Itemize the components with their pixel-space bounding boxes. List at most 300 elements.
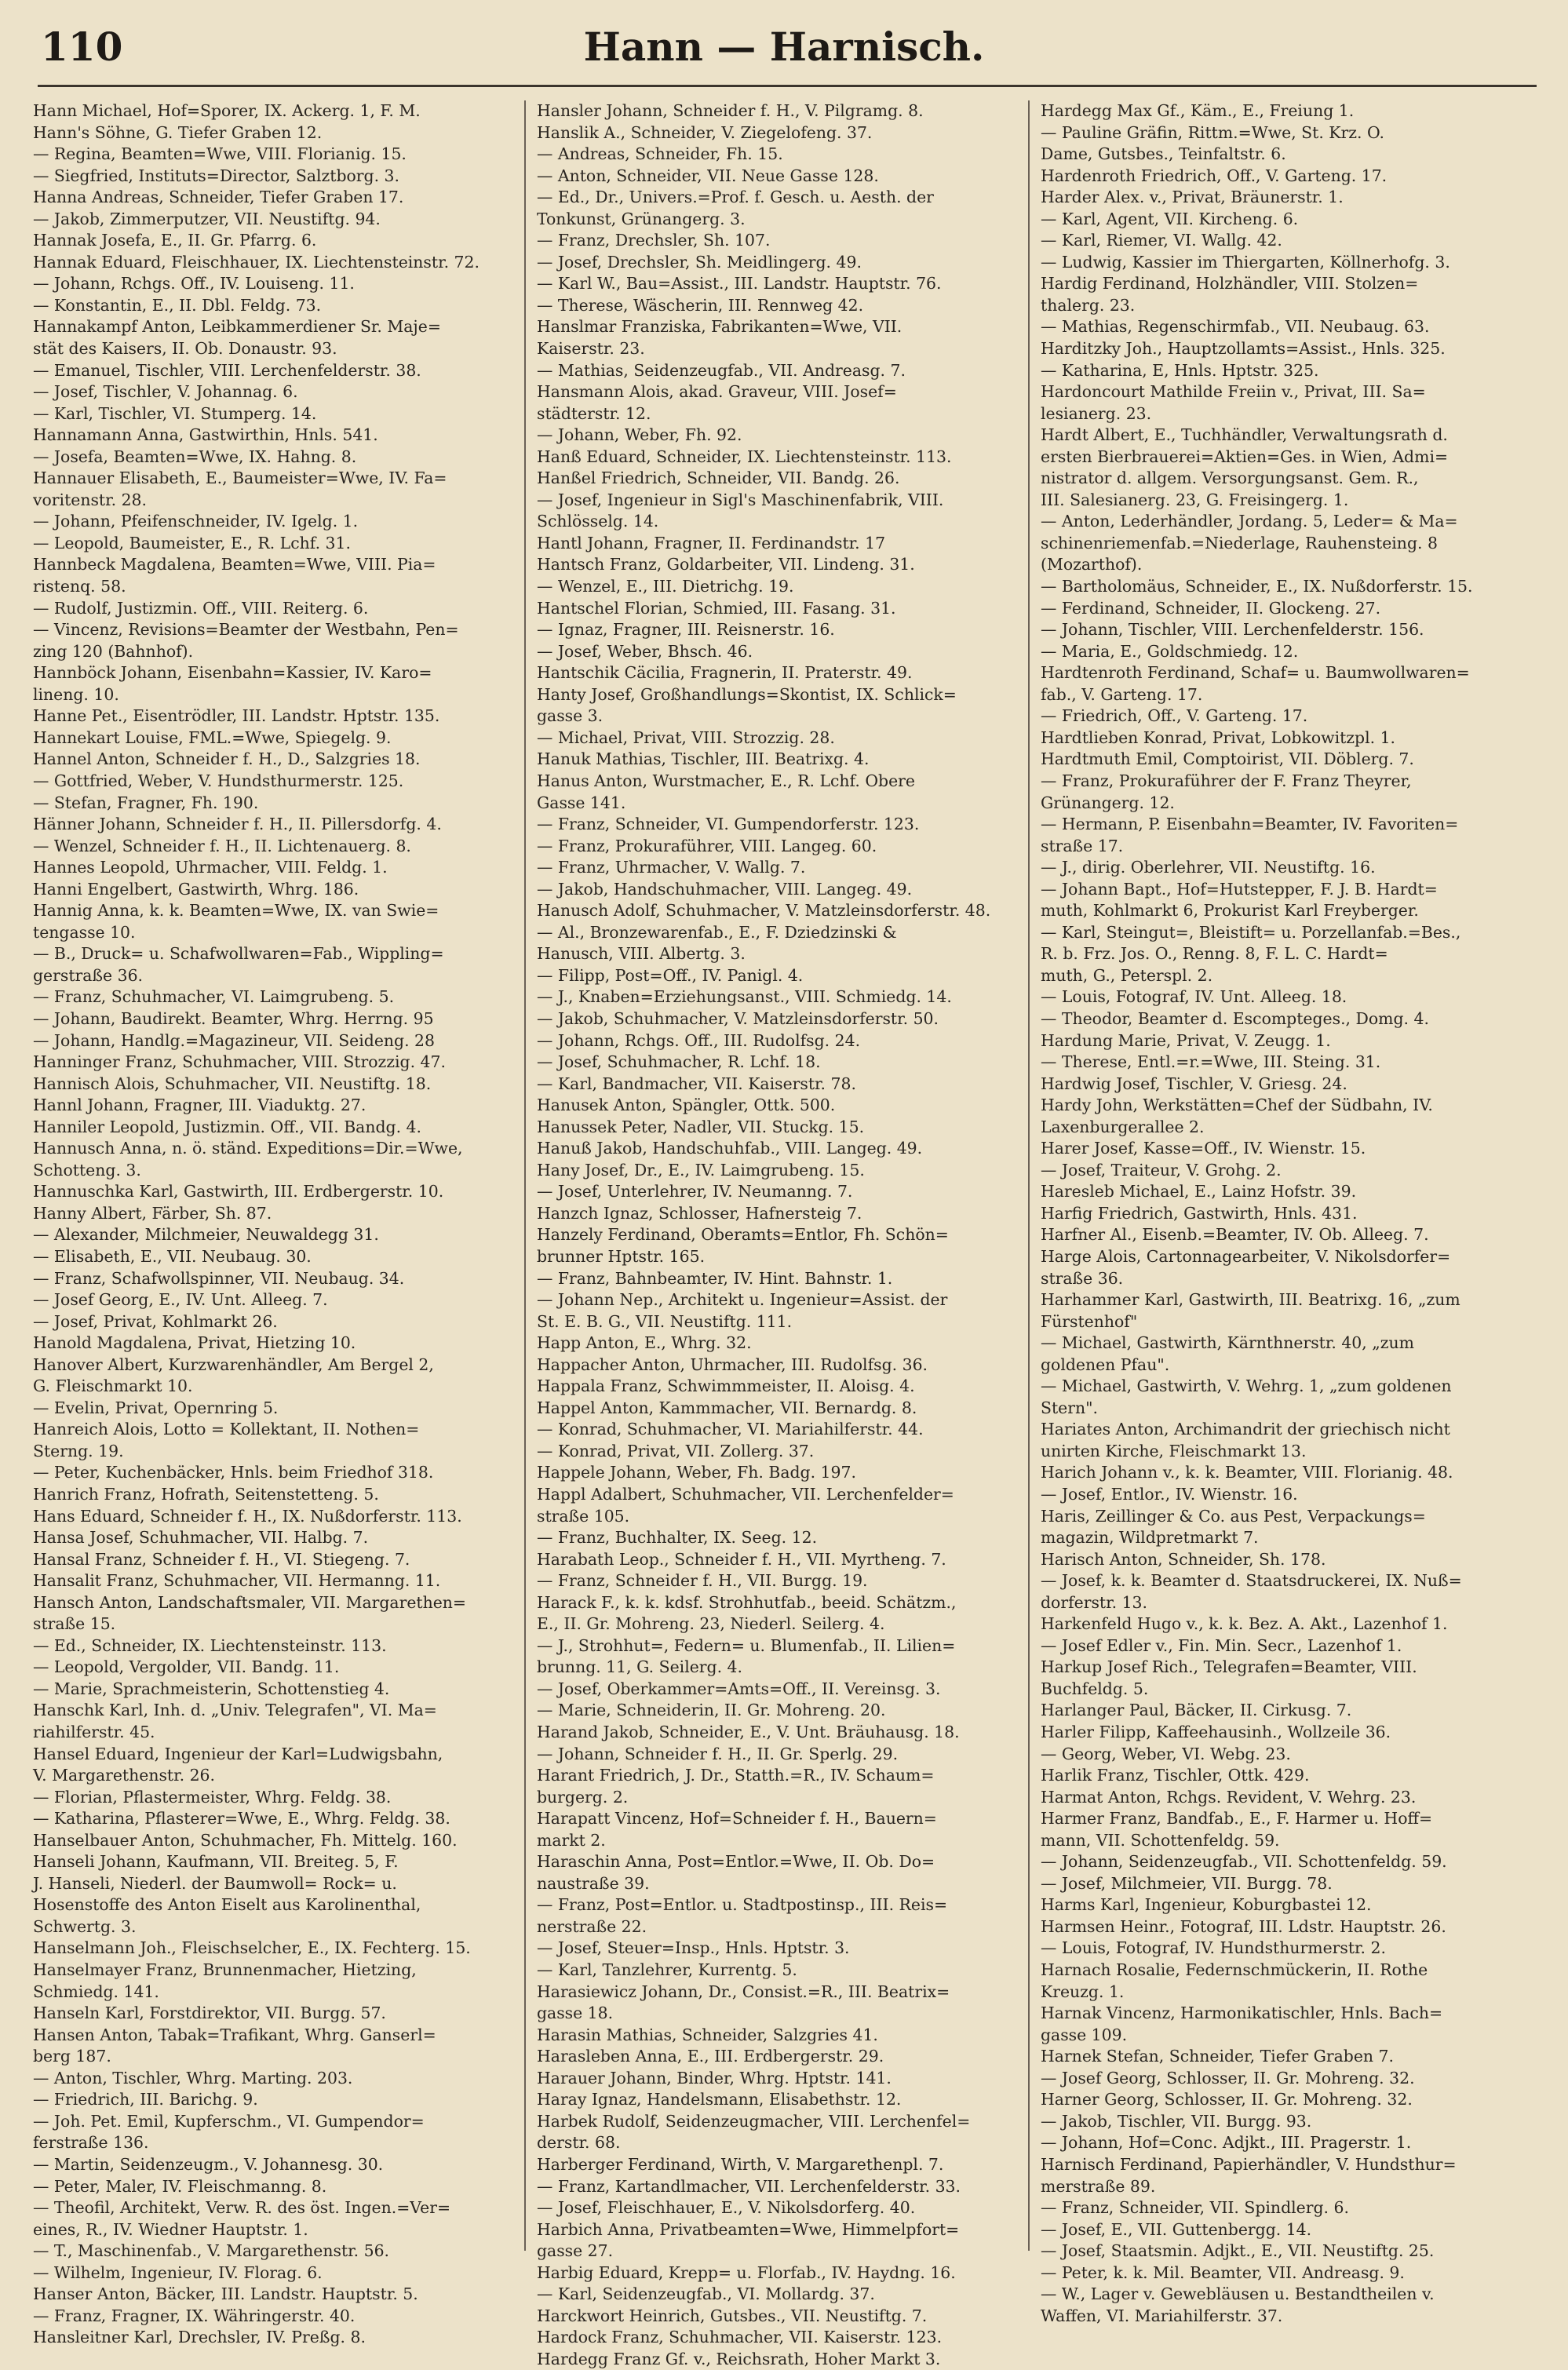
directory-entry-line: Sterng. 19.	[33, 1441, 124, 1460]
directory-entry-line: thalerg. 23.	[1041, 295, 1136, 315]
directory-entry-line: — Franz, Schafwollspinner, VII. Neubaug. 34.	[33, 1268, 405, 1288]
column-separator	[524, 100, 526, 2251]
directory-entry-line: — Ed., Dr., Univers.=Prof. f. Gesch. u. Aesth. der	[537, 188, 934, 207]
directory-entry-line: Harand Jakob, Schneider, E., V. Unt. Bräuhausg. 18.	[537, 1723, 960, 1742]
directory-entry-line: naustraße 39.	[537, 1873, 650, 1893]
directory-entry-line: Hannbeck Magdalena, Beamten=Wwe, VIII. Pia=	[33, 555, 436, 574]
directory-entry-line: Harmer Franz, Bandfab., E., F. Harmer u. Hoff=	[1041, 1809, 1433, 1829]
directory-entry-line: Hannamann Anna, Gastwirthin, Hnls. 541.	[33, 425, 378, 445]
directory-entry-line: ersten Bierbrauerei=Aktien=Ges. in Wien, Admi=	[1041, 447, 1449, 466]
directory-entry-line: R. b. Frz. Jos. O., Renng. 8, F. L. C. Hardt=	[1041, 944, 1388, 964]
header-rule	[38, 85, 1537, 87]
directory-entry-line: — J., Knaben=Erziehungsanst., VIII. Schmiedg. 14.	[537, 987, 952, 1007]
directory-entry-line: Laxenburgerallee 2.	[1041, 1117, 1205, 1136]
directory-entry-line: Hardoncourt Mathilde Freiin v., Privat, III. Sa=	[1041, 382, 1426, 402]
directory-entry-line: Harler Filipp, Kaffeehausinh., Wollzeile 36.	[1041, 1723, 1391, 1742]
directory-entry-line: — Johann, Handlg.=Magazineur, VII. Seideng. 28	[33, 1030, 435, 1050]
directory-entry-line: — Therese, Entl.=r.=Wwe, III. Steing. 31.	[1041, 1052, 1381, 1072]
directory-entry-line: Hanser Anton, Bäcker, III. Landstr. Hauptstr. 5.	[33, 2284, 418, 2304]
directory-entry-line: riahilferstr. 45.	[33, 1723, 155, 1742]
directory-entry-line: Hardock Franz, Schuhmacher, VII. Kaiserstr. 123.	[537, 2328, 943, 2347]
directory-entry-line: — Rudolf, Justizmin. Off., VIII. Reiterg. 6.	[33, 598, 369, 618]
directory-entry-line: St. E. B. G., VII. Neustiftg. 111.	[537, 1311, 793, 1331]
directory-entry-line: — Johann, Baudirekt. Beamter, Whrg. Herrng. 95	[33, 1008, 434, 1028]
directory-entry-line: Hantschik Cäcilia, Fragnerin, II. Praterstr. 49.	[537, 663, 913, 683]
directory-entry-line: straße 36.	[1041, 1268, 1124, 1288]
directory-entry-line: Hantl Johann, Fragner, II. Ferdinandstr. 17	[537, 533, 886, 552]
directory-entry-line: muth, G., Peterspl. 2.	[1041, 965, 1213, 985]
directory-entry-line: — Karl, Tanzlehrer, Kurrentg. 5.	[537, 1960, 797, 1980]
directory-entry-line: Harmsen Heinr., Fotograf, III. Ldstr. Hauptstr. 26.	[1041, 1916, 1446, 1936]
directory-entry-line: — Andreas, Schneider, Fh. 15.	[537, 144, 783, 164]
directory-entry-line: Kreuzg. 1.	[1041, 1982, 1125, 2001]
directory-entry-line: — Johann, Rchgs. Off., III. Rudolfsg. 24.	[537, 1030, 861, 1050]
directory-entry-line: Buchfeldg. 5.	[1041, 1679, 1149, 1698]
directory-entry-line: — Johann, Tischler, VIII. Lerchenfelderstr. 156.	[1041, 620, 1424, 640]
directory-entry-line: — Bartholomäus, Schneider, E., IX. Nußdorferstr. 15.	[1041, 577, 1473, 596]
directory-entry-line: Haris, Zeillinger & Co. aus Pest, Verpackungs=	[1041, 1506, 1426, 1526]
directory-entry-line: Hanninger Franz, Schuhmacher, VIII. Strozzig. 47.	[33, 1052, 446, 1072]
directory-entry-line: — Josef, Privat, Kohlmarkt 26.	[33, 1311, 278, 1331]
directory-entry-line: Hanslmar Franziska, Fabrikanten=Wwe, VII.	[537, 317, 903, 337]
directory-entry-line: Harder Alex. v., Privat, Bräunerstr. 1.	[1041, 188, 1344, 207]
directory-entry-line: Hann's Söhne, G. Tiefer Graben 12.	[33, 122, 323, 142]
directory-entry-line: Hansleitner Karl, Drechsler, IV. Preßg. 8.	[33, 2328, 366, 2347]
directory-entry-line: Harfig Friedrich, Gastwirth, Hnls. 431.	[1041, 1203, 1358, 1223]
directory-entry-line: Hantschel Florian, Schmied, III. Fasang. 31.	[537, 598, 896, 618]
directory-entry-line: Hanzely Ferdinand, Oberamts=Entlor, Fh. Schön=	[537, 1225, 949, 1245]
directory-entry-line: — Michael, Privat, VIII. Strozzig. 28.	[537, 727, 835, 747]
directory-entry-line: Hansch Anton, Landschaftsmaler, VII. Margarethen=	[33, 1592, 467, 1612]
directory-entry-line: Harner Georg, Schlosser, II. Gr. Mohreng. 32.	[1041, 2090, 1413, 2109]
directory-entry-line: — J., Strohhut=, Federn= u. Blumenfab., II. Lilien=	[537, 1635, 956, 1655]
directory-entry-line: — Konrad, Schuhmacher, VI. Mariahilferstr. 44.	[537, 1420, 924, 1439]
directory-entry-line: — Johann, Weber, Fh. 92.	[537, 425, 742, 445]
directory-entry-line: — Josef, Ingenieur in Sigl's Maschinenfabrik, VIII.	[537, 490, 944, 509]
directory-entry-line: straße 17.	[1041, 836, 1124, 855]
directory-entry-line: — Karl, Riemer, VI. Wallg. 42.	[1041, 231, 1282, 250]
directory-entry-line: — Emanuel, Tischler, VIII. Lerchenfelderstr. 38.	[33, 360, 421, 380]
directory-entry-line: III. Salesianerg. 23, G. Freisingerg. 1.	[1041, 490, 1349, 509]
directory-entry-line: burgerg. 2.	[537, 1787, 629, 1807]
directory-entry-line: Harapatt Vincenz, Hof=Schneider f. H., Bauern=	[537, 1809, 937, 1829]
directory-entry-line: Hardegg Franz Gf. v., Reichsrath, Hoher Markt 3.	[537, 2349, 941, 2368]
directory-entry-line: — Josef, Unterlehrer, IV. Neumanng. 7.	[537, 1182, 853, 1201]
directory-entry-line: Harlik Franz, Tischler, Ottk. 429.	[1041, 1766, 1310, 1785]
directory-entry-line: — Marie, Schneiderin, II. Gr. Mohreng. 20.	[537, 1701, 886, 1720]
directory-entry-line: — Johann, Pfeifenschneider, IV. Igelg. 1.	[33, 512, 359, 531]
directory-entry-line: — Franz, Schneider, VI. Gumpendorferstr. 123.	[537, 815, 920, 834]
directory-entry-line: Hannak Eduard, Fleischhauer, IX. Liechtensteinstr. 72.	[33, 252, 480, 272]
directory-entry-line: tengasse 10.	[33, 922, 136, 942]
directory-entry-line: Harckwort Heinrich, Gutsbes., VII. Neustiftg. 7.	[537, 2306, 928, 2325]
directory-entry-line: — Franz, Prokuraführer der F. Franz Theyrer,	[1041, 771, 1412, 790]
directory-entry-line: Harditzky Joh., Hauptzollamts=Assist., Hnls. 325.	[1041, 339, 1446, 359]
directory-entry-line: — Georg, Weber, VI. Webg. 23.	[1041, 1744, 1291, 1763]
directory-entry-line: — Karl W., Bau=Assist., III. Landstr. Hauptstr. 76.	[537, 274, 942, 294]
directory-entry-line: Harnak Vincenz, Harmonikatischler, Hnls. Bach=	[1041, 2004, 1443, 2023]
directory-entry-line: — Josef Georg, Schlosser, II. Gr. Mohreng. 32.	[1041, 2068, 1415, 2087]
directory-entry-line: — Josef, Weber, Bhsch. 46.	[537, 641, 753, 661]
directory-entry-line: Hanold Magdalena, Privat, Hietzing 10.	[33, 1333, 356, 1353]
directory-entry-line: gasse 18.	[537, 2004, 614, 2023]
directory-entry-line: Harisch Anton, Schneider, Sh. 178.	[1041, 1549, 1326, 1569]
entry-column-1	[33, 100, 513, 2347]
directory-entry-line: — Regina, Beamten=Wwe, VIII. Florianig. 15.	[33, 144, 407, 164]
directory-entry-line: gasse 3.	[537, 706, 603, 726]
directory-entry-line: Harbich Anna, Privatbeamten=Wwe, Himmelpfort=	[537, 2219, 960, 2239]
directory-entry-line: Hanßel Friedrich, Schneider, VII. Bandg. 26.	[537, 469, 900, 488]
directory-entry-line: Grünangerg. 12.	[1041, 793, 1175, 812]
directory-entry-line: — Josef, Fleischhauer, E., V. Nikolsdorferg. 40.	[537, 2198, 916, 2218]
directory-entry-line: — Franz, Post=Entlor. u. Stadtpostinsp., III. Reis=	[537, 1895, 948, 1915]
directory-entry-line: Hänner Johann, Schneider f. H., II. Pillersdorfg. 4.	[33, 815, 442, 834]
directory-entry-line: — Wilhelm, Ingenieur, IV. Florag. 6.	[33, 2262, 323, 2282]
directory-entry-line: Harmat Anton, Rchgs. Revident, V. Wehrg. 23.	[1041, 1787, 1417, 1807]
directory-entry-line: — Alexander, Milchmeier, Neuwaldegg 31.	[33, 1225, 379, 1245]
directory-entry-line: — Wenzel, E., III. Dietrichg. 19.	[537, 577, 794, 596]
directory-entry-line: — Josef, Staatsmin. Adjkt., E., VII. Neustiftg. 25.	[1041, 2241, 1435, 2261]
directory-entry-line: ristenq. 58.	[33, 577, 126, 596]
directory-entry-line: Harms Karl, Ingenieur, Koburgbastei 12.	[1041, 1895, 1372, 1915]
directory-entry-line: Harasleben Anna, E., III. Erdbergerstr. 29.	[537, 2047, 884, 2066]
directory-entry-line: Hannisch Alois, Schuhmacher, VII. Neustiftg. 18.	[33, 1074, 432, 1093]
directory-entry-line: Happel Anton, Kammmacher, VII. Bernardg. 8.	[537, 1398, 917, 1417]
directory-entry-line: — Johann, Hof=Conc. Adjkt., III. Pragerstr. 1.	[1041, 2133, 1412, 2153]
directory-entry-line: Harauer Johann, Binder, Whrg. Hptstr. 141.	[537, 2068, 892, 2087]
directory-entry-line: Harge Alois, Cartonnagearbeiter, V. Nikolsdorfer=	[1041, 1246, 1451, 1266]
directory-entry-line: Hannböck Johann, Eisenbahn=Kassier, IV. Karo=	[33, 663, 432, 683]
directory-entry-line: Schwertg. 3.	[33, 1916, 137, 1936]
directory-entry-line: (Mozarthof).	[1041, 555, 1143, 574]
directory-entry-line: — Konstantin, E., II. Dbl. Feldg. 73.	[33, 295, 322, 315]
directory-entry-line: — Karl, Agent, VII. Kircheng. 6.	[1041, 209, 1299, 228]
directory-entry-line: — Stefan, Fragner, Fh. 190.	[33, 793, 259, 812]
directory-entry-line: voritenstr. 28.	[33, 490, 148, 509]
directory-entry-line: fab., V. Garteng. 17.	[1041, 684, 1203, 704]
directory-entry-line: Harabath Leop., Schneider f. H., VII. Myrtheng. 7.	[537, 1549, 946, 1569]
directory-entry-line: städterstr. 12.	[537, 403, 651, 423]
directory-entry-line: — J., dirig. Oberlehrer, VII. Neustiftg. 16.	[1041, 858, 1376, 877]
directory-entry-line: stät des Kaisers, II. Ob. Donaustr. 93.	[33, 339, 337, 359]
directory-entry-line: Haresleb Michael, E., Lainz Hofstr. 39.	[1041, 1182, 1357, 1201]
directory-entry-line: Hanselmayer Franz, Brunnenmacher, Hietzing,	[33, 1960, 417, 1980]
directory-entry-line: G. Fleischmarkt 10.	[33, 1376, 193, 1396]
directory-entry-line: Hardt Albert, E., Tuchhändler, Verwaltungsrath d.	[1041, 425, 1448, 445]
directory-entry-line: Happl Adalbert, Schuhmacher, VII. Lerchenfelder=	[537, 1485, 954, 1504]
directory-entry-line: nistrator d. allgem. Versorgungsanst. Gem. R.,	[1041, 469, 1419, 488]
directory-entry-line: Waffen, VI. Mariahilferstr. 37.	[1041, 2306, 1283, 2325]
directory-entry-line: — Josef, Schuhmacher, R. Lchf. 18.	[537, 1052, 821, 1072]
directory-entry-line: Hanny Albert, Färber, Sh. 87.	[33, 1203, 272, 1223]
entry-column-3	[1041, 100, 1537, 2325]
directory-entry-line: — Josef Georg, E., IV. Unt. Alleeg. 7.	[33, 1290, 328, 1310]
directory-entry-line: dorferstr. 13.	[1041, 1592, 1147, 1612]
directory-entry-line: — Martin, Seidenzeugm., V. Johannesg. 30.	[33, 2154, 384, 2174]
directory-entry-line: — Theofil, Architekt, Verw. R. des öst. Ingen.=Ver=	[33, 2198, 451, 2218]
directory-entry-line: — Ludwig, Kassier im Thiergarten, Köllnerhofg. 3.	[1041, 252, 1450, 272]
directory-entry-line: gasse 109.	[1041, 2025, 1128, 2044]
directory-entry-line: — Franz, Schneider f. H., VII. Burgg. 19.	[537, 1571, 868, 1591]
directory-entry-line: — Marie, Sprachmeisterin, Schottenstieg 4.	[33, 1679, 390, 1698]
directory-entry-line: Harer Josef, Kasse=Off., IV. Wienstr. 15.	[1041, 1139, 1366, 1158]
directory-entry-line: Harberger Ferdinand, Wirth, V. Margarethenpl. 7.	[537, 2154, 944, 2174]
directory-entry-line: Hanuk Mathias, Tischler, III. Beatrixg. 4.	[537, 749, 870, 769]
directory-entry-line: Hansen Anton, Tabak=Trafikant, Whrg. Ganserl=	[33, 2025, 436, 2044]
directory-entry-line: — Leopold, Vergolder, VII. Bandg. 11.	[33, 1657, 340, 1677]
directory-entry-line: — Josef, E., VII. Guttenbergg. 14.	[1041, 2219, 1312, 2239]
directory-entry-line: — Al., Bronzewarenfab., E., F. Dziedzinski &	[537, 922, 897, 942]
directory-entry-line: Hanusch, VIII. Albertg. 3.	[537, 944, 746, 964]
running-title: Hann — Harnisch.	[583, 24, 985, 70]
page-header	[0, 0, 1568, 90]
directory-entry-line: Hanslik A., Schneider, V. Ziegelofeng. 37.	[537, 122, 873, 142]
directory-entry-line: Hanrich Franz, Hofrath, Seitenstetteng. 5.	[33, 1485, 379, 1504]
directory-entry-line: Hans Eduard, Schneider f. H., IX. Nußdorferstr. 113.	[33, 1506, 462, 1526]
directory-entry-line: markt 2.	[537, 1830, 606, 1850]
directory-entry-line: — Franz, Bahnbeamter, IV. Hint. Bahnstr. 1.	[537, 1268, 893, 1288]
directory-entry-line: Hosenstoffe des Anton Eiselt aus Karolinenthal,	[33, 1895, 421, 1915]
directory-entry-line: Happacher Anton, Uhrmacher, III. Rudolfsg. 36.	[537, 1355, 928, 1374]
directory-entry-line: Hanselbauer Anton, Schuhmacher, Fh. Mittelg. 160.	[33, 1830, 458, 1850]
directory-entry-line: Dame, Gutsbes., Teinfaltstr. 6.	[1041, 144, 1286, 164]
directory-entry-line: gasse 27.	[537, 2241, 614, 2261]
directory-entry-line: J. Hanseli, Niederl. der Baumwoll= Rock= u.	[33, 1873, 397, 1893]
directory-entry-line: — Jakob, Tischler, VII. Burgg. 93.	[1041, 2111, 1312, 2131]
directory-entry-line: Hannel Anton, Schneider f. H., D., Salzgries 18.	[33, 749, 421, 769]
directory-entry-line: Hansel Eduard, Ingenieur der Karl=Ludwigsbahn,	[33, 1744, 443, 1763]
directory-entry-line: Hanselmann Joh., Fleischselcher, E., IX. Fechterg. 15.	[33, 1938, 471, 1958]
directory-entry-line: Hardenroth Friedrich, Off., V. Garteng. 17.	[1041, 166, 1387, 185]
directory-entry-line: — Josef, Steuer=Insp., Hnls. Hptstr. 3.	[537, 1938, 850, 1958]
directory-entry-line: Hanty Josef, Großhandlungs=Skontist, IX. Schlick=	[537, 684, 957, 704]
page-number: 110	[41, 24, 123, 70]
directory-entry-line: V. Margarethenstr. 26.	[33, 1766, 216, 1785]
directory-entry-line: Hantsch Franz, Goldarbeiter, VII. Lindeng. 31.	[537, 555, 915, 574]
directory-entry-line: Hannl Johann, Fragner, III. Viaduktg. 27.	[33, 1096, 366, 1115]
directory-entry-line: — Josef, Traiteur, V. Grohg. 2.	[1041, 1160, 1282, 1180]
directory-entry-line: — Louis, Fotograf, IV. Unt. Alleeg. 18.	[1041, 987, 1347, 1007]
directory-entry-line: Hansal Franz, Schneider f. H., VI. Stiegeng. 7.	[33, 1549, 410, 1569]
directory-entry-line: — Peter, Kuchenbäcker, Hnls. beim Friedhof 318.	[33, 1463, 434, 1482]
directory-entry-line: Harich Johann v., k. k. Beamter, VIII. Florianig. 48.	[1041, 1463, 1453, 1482]
directory-entry-line: — Leopold, Baumeister, E., R. Lchf. 31.	[33, 533, 351, 552]
directory-entry-line: Harant Friedrich, J. Dr., Statth.=R., IV. Schaum=	[537, 1766, 935, 1785]
directory-entry-line: Happele Johann, Weber, Fh. Badg. 197.	[537, 1463, 856, 1482]
directory-entry-line: — Josef, Entlor., IV. Wienstr. 16.	[1041, 1485, 1298, 1504]
directory-entry-line: Harnek Stefan, Schneider, Tiefer Graben 7.	[1041, 2047, 1394, 2066]
directory-entry-line: — Franz, Fragner, IX. Währingerstr. 40.	[33, 2306, 356, 2325]
directory-entry-line: — Karl, Steingut=, Bleistift= u. Porzellanfab.=Bes.,	[1041, 922, 1461, 942]
directory-entry-line: — Karl, Bandmacher, VII. Kaiserstr. 78.	[537, 1074, 856, 1093]
directory-entry-line: — Ignaz, Fragner, III. Reisnerstr. 16.	[537, 620, 835, 640]
directory-entry-line: — T., Maschinenfab., V. Margarethenstr. 56.	[33, 2241, 390, 2261]
directory-entry-line: — Jakob, Zimmerputzer, VII. Neustiftg. 94.	[33, 209, 381, 228]
directory-entry-line: — Josef, Milchmeier, VII. Burgg. 78.	[1041, 1873, 1333, 1893]
directory-entry-line: — Evelin, Privat, Opernring 5.	[33, 1398, 279, 1417]
directory-entry-line: — Johann, Rchgs. Off., IV. Louiseng. 11.	[33, 274, 355, 294]
directory-entry-line: — Johann Nep., Architekt u. Ingenieur=Assist. der	[537, 1290, 948, 1310]
directory-entry-line: — Franz, Prokuraführer, VIII. Langeg. 60.	[537, 836, 877, 855]
directory-entry-line: Hardtlieben Konrad, Privat, Lobkowitzpl. 1.	[1041, 727, 1396, 747]
directory-entry-line: lineng. 10.	[33, 684, 119, 704]
directory-entry-line: — Jakob, Schuhmacher, V. Matzleinsdorferstr. 50.	[537, 1008, 939, 1028]
directory-entry-line: — Joh. Pet. Emil, Kupferschm., VI. Gumpendor=	[33, 2111, 425, 2131]
directory-entry-line: — Wenzel, Schneider f. H., II. Lichtenauerg. 8.	[33, 836, 411, 855]
directory-entry-line: — B., Druck= u. Schafwollwaren=Fab., Wippling=	[33, 944, 444, 964]
directory-entry-line: Harkup Josef Rich., Telegrafen=Beamter, VIII.	[1041, 1657, 1417, 1677]
directory-entry-line: Gasse 141.	[537, 793, 626, 812]
directory-entry-line: Hansmann Alois, akad. Graveur, VIII. Josef=	[537, 382, 897, 402]
directory-entry-line: nerstraße 22.	[537, 1916, 647, 1936]
directory-entry-line: — Maria, E., Goldschmiedg. 12.	[1041, 641, 1299, 661]
directory-entry-line: — Josefa, Beamten=Wwe, IX. Hahng. 8.	[33, 447, 357, 466]
directory-entry-line: — Pauline Gräfin, Rittm.=Wwe, St. Krz. O.	[1041, 122, 1384, 142]
directory-entry-line: — W., Lager v. Gewebläusen u. Bestandtheilen v.	[1041, 2284, 1435, 2304]
directory-entry-line: — Ferdinand, Schneider, II. Glockeng. 27.	[1041, 598, 1381, 618]
directory-entry-line: Stern".	[1041, 1398, 1098, 1417]
directory-entry-line: brunner Hptstr. 165.	[537, 1246, 706, 1266]
directory-entry-line: — Johann, Seidenzeugfab., VII. Schottenfeldg. 59.	[1041, 1852, 1447, 1872]
directory-entry-line: Hardwig Josef, Tischler, V. Griesg. 24.	[1041, 1074, 1347, 1093]
directory-entry-line: Kaiserstr. 23.	[537, 339, 645, 359]
directory-entry-line: Hanuß Jakob, Handschuhfab., VIII. Langeg. 49.	[537, 1139, 923, 1158]
directory-entry-line: — Elisabeth, E., VII. Neubaug. 30.	[33, 1246, 312, 1266]
directory-entry-line: Hanover Albert, Kurzwarenhändler, Am Bergel 2,	[33, 1355, 434, 1374]
directory-entry-line: — Friedrich, III. Barichg. 9.	[33, 2090, 258, 2109]
directory-entry-line: — Ed., Schneider, IX. Liechtensteinstr. 113.	[33, 1635, 387, 1655]
directory-entry-line: — Mathias, Regenschirmfab., VII. Neubaug. 63.	[1041, 317, 1430, 337]
directory-entry-line: Hanniler Leopold, Justizmin. Off., VII. Bandg. 4.	[33, 1117, 421, 1136]
directory-entry-line: — Franz, Schuhmacher, VI. Laimgrubeng. 5.	[33, 987, 395, 1007]
directory-entry-line: — Siegfried, Instituts=Director, Salztborg. 3.	[33, 166, 399, 185]
directory-entry-line: derstr. 68.	[537, 2133, 621, 2153]
directory-entry-line: — Mathias, Seidenzeugfab., VII. Andreasg. 7.	[537, 360, 906, 380]
directory-entry-line: — Florian, Pflastermeister, Whrg. Feldg. 38.	[33, 1787, 392, 1807]
directory-entry-line: — Katharina, Pflasterer=Wwe, E., Whrg. Feldg. 38.	[33, 1809, 450, 1829]
directory-entry-line: — Michael, Gastwirth, V. Wehrg. 1, „zum goldenen	[1041, 1376, 1452, 1396]
directory-entry-line: — Theodor, Beamter d. Escompteges., Domg. 4.	[1041, 1008, 1429, 1028]
directory-entry-line: Hardtenroth Ferdinand, Schaf= u. Baumwollwaren=	[1041, 663, 1470, 683]
directory-entry-line: — Franz, Schneider, VII. Spindlerg. 6.	[1041, 2198, 1349, 2218]
directory-entry-line: Harasiewicz Johann, Dr., Consist.=R., III. Beatrix=	[537, 1982, 950, 2001]
directory-entry-line: Harbig Eduard, Krepp= u. Florfab., IV. Haydng. 16.	[537, 2262, 956, 2282]
directory-entry-line: Hansler Johann, Schneider f. H., V. Pilgramg. 8.	[537, 101, 924, 120]
directory-entry-line: straße 105.	[537, 1506, 630, 1526]
directory-entry-line: magazin, Wildpretmarkt 7.	[1041, 1528, 1259, 1548]
directory-entry-line: mann, VII. Schottenfeldg. 59.	[1041, 1830, 1280, 1850]
directory-entry-line: lesianerg. 23.	[1041, 403, 1152, 423]
directory-entry-line: Hanseli Johann, Kaufmann, VII. Breiteg. 5, F.	[33, 1852, 399, 1872]
directory-entry-line: — Anton, Tischler, Whrg. Marting. 203.	[33, 2068, 353, 2087]
directory-entry-line: — Franz, Drechsler, Sh. 107.	[537, 231, 771, 250]
directory-entry-line: Hansa Josef, Schuhmacher, VII. Halbg. 7.	[33, 1528, 369, 1548]
directory-entry-line: — Friedrich, Off., V. Garteng. 17.	[1041, 706, 1308, 726]
directory-entry-line: Schmiedg. 141.	[33, 1982, 159, 2001]
directory-entry-line: Tonkunst, Grünangerg. 3.	[537, 209, 746, 228]
directory-entry-line: brunng. 11, G. Seilerg. 4.	[537, 1657, 743, 1677]
directory-entry-line: Hannuschka Karl, Gastwirth, III. Erdbergerstr. 10.	[33, 1182, 444, 1201]
directory-entry-line: — Jakob, Handschuhmacher, VIII. Langeg. 49.	[537, 879, 913, 899]
directory-entry-line: zing 120 (Bahnhof).	[33, 641, 194, 661]
directory-entry-line: Haraschin Anna, Post=Entlor.=Wwe, II. Ob. Do=	[537, 1852, 935, 1872]
directory-entry-line: Hardung Marie, Privat, V. Zeugg. 1.	[1041, 1030, 1331, 1050]
directory-entry-line: Hanseln Karl, Forstdirektor, VII. Burgg. 57.	[33, 2004, 386, 2023]
directory-entry-line: — Peter, Maler, IV. Fleischmanng. 8.	[33, 2176, 327, 2196]
directory-entry-line: Fürstenhof"	[1041, 1311, 1138, 1331]
directory-entry-line: Hardegg Max Gf., Käm., E., Freiung 1.	[1041, 101, 1355, 120]
directory-entry-line: goldenen Pfau".	[1041, 1355, 1170, 1374]
directory-entry-line: Hanß Eduard, Schneider, IX. Liechtensteinstr. 113.	[537, 447, 952, 466]
directory-entry-line: Harnisch Ferdinand, Papierhändler, V. Hundsthur=	[1041, 2154, 1457, 2174]
directory-entry-line: — Karl, Seidenzeugfab., VI. Mollardg. 37.	[537, 2284, 875, 2304]
directory-entry-line: Harnach Rosalie, Federnschmückerin, II. Rothe	[1041, 1960, 1428, 1980]
directory-entry-line: Hanreich Alois, Lotto = Kollektant, II. Nothen=	[33, 1420, 420, 1439]
directory-entry-line: Hanzch Ignaz, Schlosser, Hafnersteig 7.	[537, 1203, 862, 1223]
directory-entry-line: — Peter, k. k. Mil. Beamter, VII. Andreasg. 9.	[1041, 2262, 1405, 2282]
directory-entry-line: — Josef, Tischler, V. Johannag. 6.	[33, 382, 298, 402]
directory-entry-line: Hardig Ferdinand, Holzhändler, VIII. Stolzen=	[1041, 274, 1419, 294]
directory-entry-line: — Louis, Fotograf, IV. Hundsthurmerstr. 2.	[1041, 1938, 1386, 1958]
directory-entry-line: Harfner Al., Eisenb.=Beamter, IV. Ob. Alleeg. 7.	[1041, 1225, 1429, 1245]
directory-entry-line: Hanni Engelbert, Gastwirth, Whrg. 186.	[33, 879, 359, 899]
directory-entry-line: Harbek Rudolf, Seidenzeugmacher, VIII. Lerchenfel=	[537, 2111, 971, 2131]
directory-entry-line: Hanussek Peter, Nadler, VII. Stuckg. 15.	[537, 1117, 865, 1136]
directory-entry-line: merstraße 89.	[1041, 2176, 1156, 2196]
directory-entry-line: — Katharina, E, Hnls. Hptstr. 325.	[1041, 360, 1319, 380]
directory-entry-line: Hann Michael, Hof=Sporer, IX. Ackerg. 1, F. M.	[33, 101, 421, 120]
directory-entry-line: Hannak Josefa, E., II. Gr. Pfarrg. 6.	[33, 231, 317, 250]
directory-entry-line: E., II. Gr. Mohreng. 23, Niederl. Seilerg. 4.	[537, 1614, 885, 1634]
directory-entry-line: muth, Kohlmarkt 6, Prokurist Karl Freyberger.	[1041, 901, 1419, 921]
directory-entry-line: — Anton, Schneider, VII. Neue Gasse 128.	[537, 166, 879, 185]
directory-entry-line: Hanusch Adolf, Schuhmacher, V. Matzleinsdorferstr. 48.	[537, 901, 991, 921]
directory-entry-line: Hanna Andreas, Schneider, Tiefer Graben 17.	[33, 188, 404, 207]
directory-entry-line: Hannes Leopold, Uhrmacher, VIII. Feldg. 1.	[33, 858, 388, 877]
directory-entry-line: — Gottfried, Weber, V. Hundsthurmerstr. 125.	[33, 771, 404, 790]
directory-entry-line: Haray Ignaz, Handelsmann, Elisabethstr. 12.	[537, 2090, 902, 2109]
directory-entry-line: Hanus Anton, Wurstmacher, E., R. Lchf. Obere	[537, 771, 915, 790]
directory-entry-line: Hansalit Franz, Schuhmacher, VII. Hermanng. 11.	[33, 1571, 441, 1591]
directory-entry-line: — Franz, Uhrmacher, V. Wallg. 7.	[537, 858, 806, 877]
directory-entry-line: Schotteng. 3.	[33, 1160, 141, 1180]
directory-entry-line: gerstraße 36.	[33, 965, 144, 985]
directory-entry-line: — Konrad, Privat, VII. Zollerg. 37.	[537, 1441, 815, 1460]
directory-entry-line: Hanne Pet., Eisentrödler, III. Landstr. Hptstr. 135.	[33, 706, 440, 726]
directory-entry-line: Hannauer Elisabeth, E., Baumeister=Wwe, IV. Fa=	[33, 469, 447, 488]
directory-entry-line: — Therese, Wäscherin, III. Rennweg 42.	[537, 295, 864, 315]
directory-entry-line: — Josef, Drechsler, Sh. Meidlingerg. 49.	[537, 252, 862, 272]
directory-entry-line: Harlanger Paul, Bäcker, II. Cirkusg. 7.	[1041, 1701, 1352, 1720]
directory-entry-line: Hannakampf Anton, Leibkammerdiener Sr. Maje=	[33, 317, 441, 337]
directory-entry-line: Hannekart Louise, FML.=Wwe, Spiegelg. 9.	[33, 727, 392, 747]
directory-entry-line: Harasin Mathias, Schneider, Salzgries 41.	[537, 2025, 878, 2044]
directory-entry-line: Hannig Anna, k. k. Beamten=Wwe, IX. van Swie=	[33, 901, 439, 921]
directory-entry-line: — Josef, Oberkammer=Amts=Off., II. Vereinsg. 3.	[537, 1679, 941, 1698]
column-separator	[1028, 100, 1030, 2251]
directory-entry-line: Hardy John, Werkstätten=Chef der Südbahn, IV.	[1041, 1096, 1433, 1115]
directory-entry-line: Happala Franz, Schwimmmeister, II. Aloisg. 4.	[537, 1376, 915, 1396]
directory-entry-line: — Hermann, P. Eisenbahn=Beamter, IV. Favoriten=	[1041, 815, 1459, 834]
directory-entry-line: Harhammer Karl, Gastwirth, III. Beatrixg. 16, „zum	[1041, 1290, 1460, 1310]
directory-entry-line: — Franz, Buchhalter, IX. Seeg. 12.	[537, 1528, 818, 1548]
directory-entry-line: ferstraße 136.	[33, 2133, 149, 2153]
directory-entry-line: — Anton, Lederhändler, Jordang. 5, Leder= & Ma=	[1041, 512, 1458, 531]
directory-entry-line: Harack F., k. k. kdsf. Strohhutfab., beeid. Schätzm.,	[537, 1592, 957, 1612]
directory-entry-line: Hariates Anton, Archimandrit der griechisch nicht	[1041, 1420, 1450, 1439]
directory-entry-line: schinenriemenfab.=Niederlage, Rauhensteing. 8	[1041, 533, 1438, 552]
directory-entry-line: eines, R., IV. Wiedner Hauptstr. 1.	[33, 2219, 308, 2239]
